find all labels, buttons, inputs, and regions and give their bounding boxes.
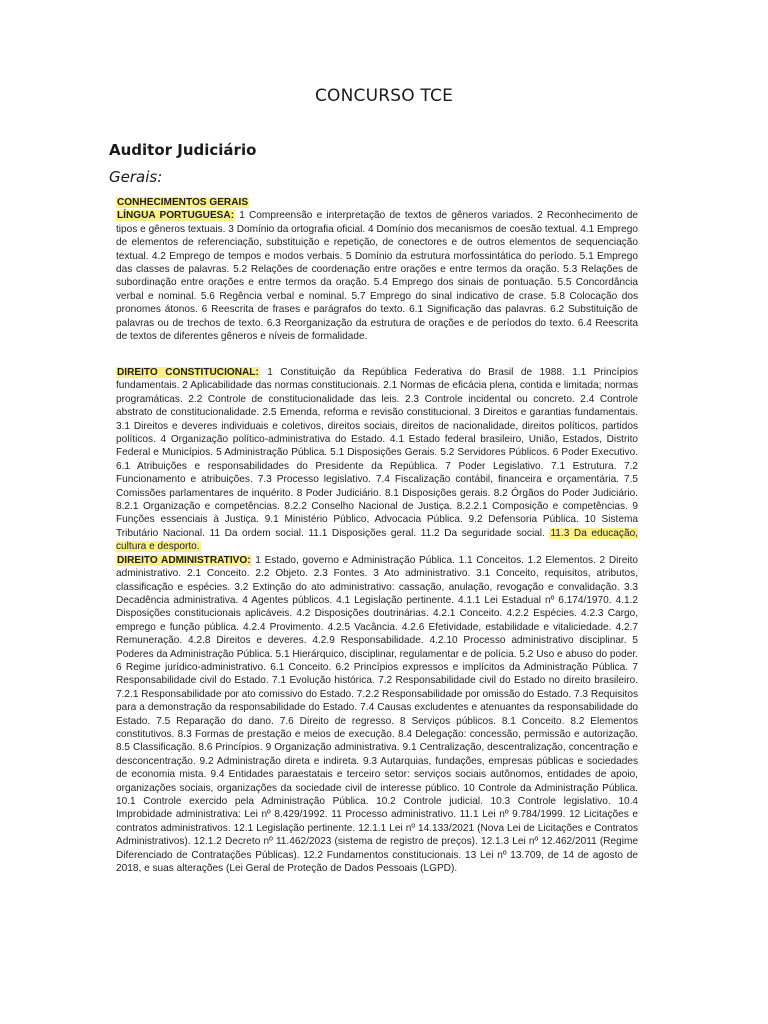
section-direito-constitucional (116, 366, 638, 554)
document-subtitle: Auditor Judiciário (109, 141, 257, 159)
portuguese-block (116, 196, 638, 343)
section-body-direito-constitucional: 1 Constituição da República Federativa do Brasil de 1988. 1.1 Princípios fundamentais. 2 Aplicabilidade das normas constitucionais. 2.1 Normas de eficácia plena, contida e limitada; normas programáticas. 2.2 Controle de constitucionalidade das leis. 2.3 Controle incidental ou concreto. 2.4 Controle abstrato de constitucionalidade. 2.5 Emenda, reforma e revisão constitucional. 3 Direitos e garantias fundamentais. 3.1 Direitos e deveres individuais e coletivos, direitos sociais, direitos de nacionalidade, direitos políticos, partidos políticos. 4 Organização político-administrativa do Estado. 4.1 Estado federal brasileiro, União, Estados, Distrito Federal e Municípios. 5 Administração Pública. 5.1 Disposições Gerais. 5.2 Servidores Públicos. 6 Poder Executivo. 6.1 Atribuições e responsabilidades do Presidente da República. 7 Poder Legislativo. 7.1 Estrutura. 7.2 Funcionamento e atribuições. 7.3 Processo legislativo. 7.4 Fiscalização contábil, financeira e orçamentária. 7.5 Comissões parlamentares de inquérito. 8 Poder Judiciário. 8.1 Disposições gerais. 8.2 Órgãos do Poder Judiciário. 8.2.1 Organização e competências. 8.2.2 Conselho Nacional de Justiça. 8.2.2.1 Composição e competências. 9 Funções essenciais à Justiça. 9.1 Ministério Público, Advocacia Pública. 9.2 Defensoria Pública. 10 Sistema Tributário Nacional. 11 Da ordem social. 11.1 Disposições geral. 11.2 Da seguridade social. (116, 367, 638, 539)
page-title: CONCURSO TCE (314, 86, 454, 106)
section-direito-administrativo (116, 554, 638, 876)
conhecimentos-heading-text: CONHECIMENTOS GERAIS (117, 197, 249, 208)
section-lingua-portuguesa (116, 209, 638, 343)
section-heading-lingua-portuguesa: LÍNGUA PORTUGUESA: (117, 210, 235, 222)
section-body-direito-administrativo: 1 Estado, governo e Administração Pública. 1.1 Conceitos. 1.2 Elementos. 2 Direito administrativo. 2.1 Conceito. 2.2 Objeto. 2.3 Fontes. 3 Ato administrativo. 3.1 Conceito, requisitos, atributos, classificação e espécies. 3.2 Extinção do ato administrativo: cassação, anulação, revogação e convalidação. 3.3 Decadência administrativa. 4 Agentes públicos. 4.1 Legislação pertinente. 4.1.1 Lei Estadual nº 6.174/1970. 4.1.2 Disposições constitucionais aplicáveis. 4.2 Disposições doutrinárias. 4.2.1 Conceito. 4.2.2 Espécies. 4.2.3 Cargo, emprego e função pública. 4.2.4 Provimento. 4.2.5 Vacância. 4.2.6 Efetividade, estabilidade e vitaliciedade. 4.2.7 Remuneração. 4.2.8 Direitos e deveres. 4.2.9 Responsabilidade. 4.2.10 Processo administrativo disciplinar. 5 Poderes da Administração Pública. 5.1 Hierárquico, disciplinar, regulamentar e de polícia. 5.2 Uso e abuso do poder. 6 Regime jurídico-administrativo. 6.1 Conceito. 6.2 Princípios expressos e implícitos da Administração Pública. 7 Responsabilidade civil do Estado. 7.1 Evolução histórica. 7.2 Responsabilidade civil do Estado no direito brasileiro. 7.2.1 Responsabilidade por ato comissivo do Estado. 7.2.2 Responsabilidade por omissão do Estado. 7.3 Requisitos para a demonstração da responsabilidade do Estado. 7.4 Causas excludentes e atenuantes da responsabilidade do Estado. 7.5 Reparação do dano. 7.6 Direito de regresso. 8 Serviços públicos. 8.1 Conceito. 8.2 Elementos constitutivos. 8.3 Formas de prestação e meios de execução. 8.4 Delegação: concessão, permissão e autorização. 8.5 Classificação. 8.6 Princípios. 9 Organização administrativa. 9.1 Centralização, descentralização, concentração e desconcentração. 9.2 Administração direta e indireta. 9.3 Autarquias, fundações, empresas públicas e sociedades de economia mista. 9.4 Entidades paraestatais e terceiro setor: serviços sociais autônomos, entidades de apoio, organizações sociais, organizações da sociedade civil de interesse público. 10 Controle da Administração Pública. 10.1 Controle exercido pela Administração Pública. 10.2 Controle judicial. 10.3 Controle legislativo. 10.4 Improbidade administrativa: Lei nº 8.429/1992. 11 Processo administrativo. 11.1 Lei nº 9.784/1999. 12 Licitações e contratos administrativos. 12.1 Legislação pertinente. 12.1.1 Lei nº 14.133/2021 (Nova Lei de Licitações e Contratos Administrativos). 12.1.2 Decreto nº 11.462/2023 (sistema de registro de preços). 12.1.3 Lei nº 12.462/2011 (Regime Diferenciado de Contratações Públicas). 12.2 Fundamentos constitucionais. 13 Lei nº 13.709, de 14 de agosto de 2018, e suas alterações (Lei Geral de Proteção de Dados Pessoais (LGPD). (116, 554, 638, 875)
section-heading-direito-constitucional: DIREITO CONSTITUCIONAL: (117, 367, 259, 378)
section-heading-direito-administrativo: DIREITO ADMINISTRATIVO: (117, 554, 251, 566)
section-body-highlight-direito-constitucional: 11.3 Da educação, cultura e desporto. (116, 527, 638, 553)
conhecimentos-heading (116, 196, 638, 209)
section-label: Gerais: (109, 168, 163, 186)
section-body-lingua-portuguesa: 1 Compreensão e interpretação de textos de gêneros variados. 2 Reconhecimento de tipos e gêneros textuais. 3 Domínio da ortografia oficial. 4 Domínio dos mecanismos de coesão textual. 4.1 Emprego de elementos de referenciação, substituição e repetição, de conectores e de outros elementos de sequenciação textual. 4.2 Emprego de tempos e modos verbais. 5 Domínio da estrutura morfossintática do período. 5.1 Emprego das classes de palavras. 5.2 Relações de coordenação entre orações e entre termos da oração. 5.3 Relações de subordinação entre orações e entre termos da oração. 5.4 Emprego dos sinais de pontuação. 5.5 Concordância verbal e nominal. 5.6 Regência verbal e nominal. 5.7 Emprego do sinal indicativo de crase. 5.8 Colocação dos pronomes átonos. 6 Reescrita de frases e parágrafos do texto. 6.1 Significação das palavras. 6.2 Substituição de palavras ou de trechos de texto. 6.3 Reorganização da estrutura de orações e de períodos do texto. 6.4 Reescrita de textos de diferentes gêneros e níveis de formalidade. (116, 210, 638, 343)
law-block (116, 366, 638, 875)
